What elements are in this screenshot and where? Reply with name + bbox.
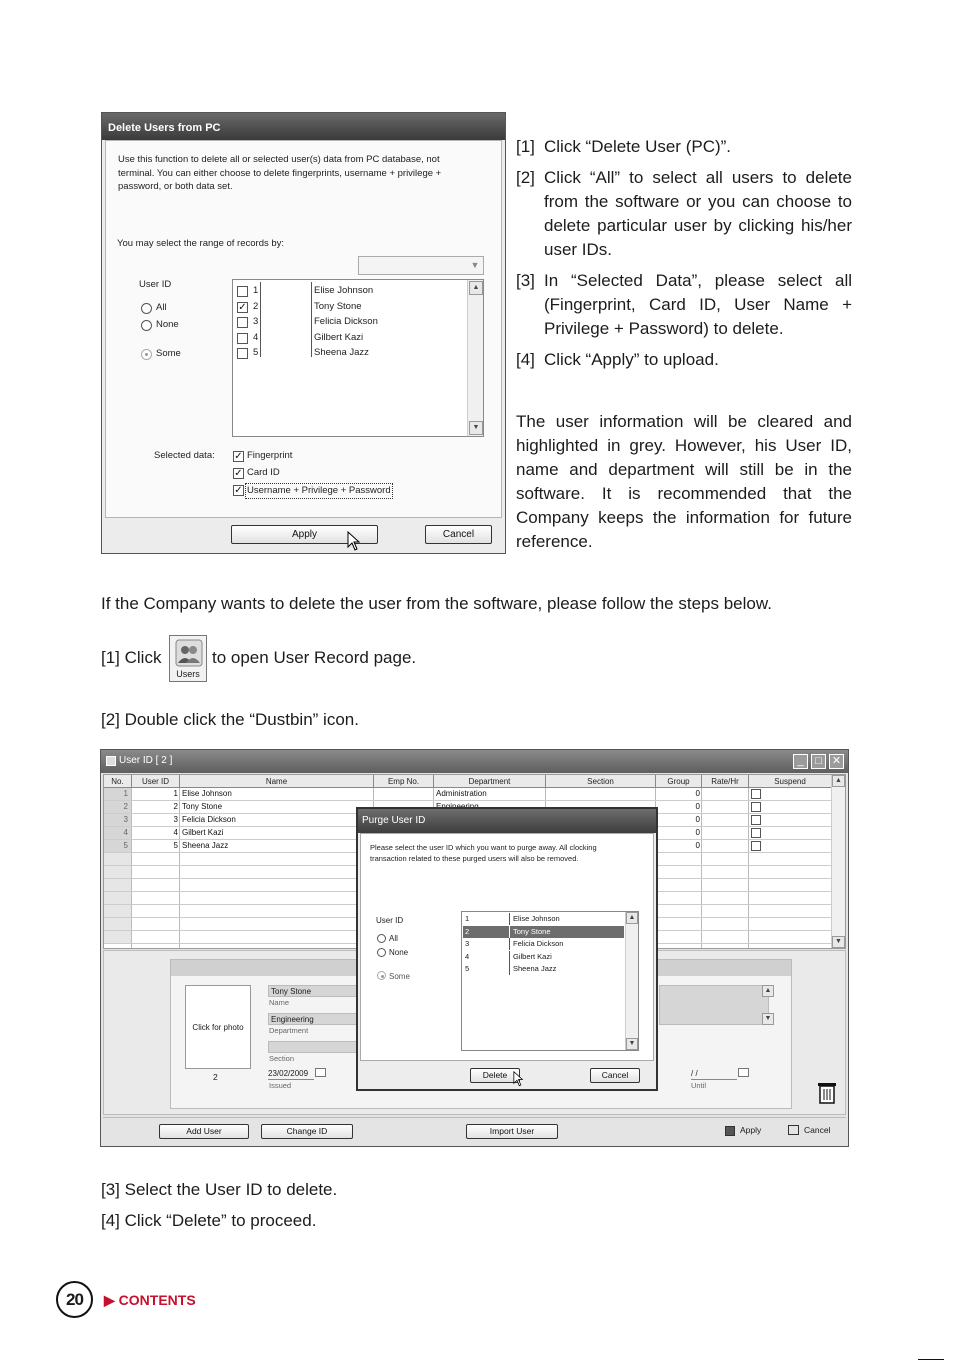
column-header[interactable]: User ID (132, 775, 180, 788)
scroll-down-icon[interactable]: ▼ (762, 1013, 774, 1025)
row-number: 3 (104, 814, 131, 826)
step-number: [4] (516, 350, 535, 369)
row-number (104, 918, 131, 930)
dustbin-icon[interactable] (817, 1081, 837, 1105)
user-name: Sheena Jazz (513, 964, 557, 973)
close-icon[interactable]: ✕ (829, 754, 844, 769)
dialog-body (105, 140, 502, 518)
suspend-checkbox[interactable] (751, 789, 761, 799)
userid-label: User ID (139, 279, 172, 290)
list-divider (509, 938, 510, 950)
radio-some-label: Some (156, 348, 181, 359)
scroll-up-icon[interactable]: ▲ (832, 775, 845, 787)
username-checkbox[interactable]: ✓ (234, 485, 243, 496)
note-paragraph: The user information will be cleared and highlighted in grey. However, his User ID, name and department will still be in the software. It is recommended that the Company keeps the information for future reference. (516, 412, 852, 551)
cell-name: Tony Stone (182, 802, 223, 811)
save-icon (725, 1126, 735, 1136)
cell-name: Gilbert Kazi (182, 828, 224, 837)
step-4 (516, 348, 852, 372)
purge-user-listbox[interactable] (461, 911, 639, 1051)
section-field[interactable] (268, 1041, 358, 1053)
step-3 (516, 269, 852, 341)
user-name: Sheena Jazz (314, 347, 369, 358)
column-header[interactable]: Group (656, 775, 702, 788)
radio-none-label: None (156, 319, 179, 330)
list-item[interactable] (463, 938, 624, 950)
selected-data-label: Selected data: (154, 450, 215, 461)
cursor-arrow-icon (347, 531, 361, 553)
list-item[interactable] (463, 951, 624, 963)
cell-group: 0 (695, 841, 700, 850)
cursor-arrow-icon (513, 1071, 524, 1088)
list-scrollbar[interactable] (467, 280, 483, 436)
cancel-button[interactable]: Cancel (425, 525, 492, 544)
user-record-window (100, 749, 849, 1147)
suspend-checkbox[interactable] (751, 802, 761, 812)
user-name: Elise Johnson (513, 914, 560, 923)
list-item[interactable] (463, 926, 624, 938)
column-header[interactable]: Rate/Hr (702, 775, 749, 788)
column-header[interactable]: Emp No. (374, 775, 434, 788)
users-icon-label: Users (176, 669, 200, 679)
scroll-down-icon[interactable]: ▼ (626, 1038, 638, 1050)
cell-user-id: 4 (173, 828, 178, 837)
user-checkbox[interactable] (237, 333, 248, 344)
column-header[interactable]: Department (434, 775, 546, 788)
user-id: 5 (465, 964, 470, 973)
cancel-button[interactable]: Cancel (804, 1125, 831, 1135)
window-titlebar (101, 750, 848, 773)
list-item[interactable] (233, 331, 463, 346)
issued-date-field[interactable]: 23/02/2009 (268, 1069, 314, 1080)
cell-department: Administration (436, 789, 487, 798)
purge-userid-label: User ID (376, 916, 404, 925)
list-divider (509, 913, 510, 925)
fingerprint-label: Fingerprint (247, 450, 293, 461)
scroll-down-icon[interactable]: ▼ (469, 421, 483, 435)
user-name: Elise Johnson (314, 285, 374, 296)
radio-all[interactable] (141, 303, 152, 314)
user-checkbox[interactable]: ✓ (238, 301, 247, 313)
window-app-icon (106, 756, 116, 766)
cell-user-id: 5 (173, 841, 178, 850)
cardid-label: Card ID (247, 467, 280, 478)
cell-name: Sheena Jazz (182, 841, 229, 850)
row-number: 1 (104, 788, 131, 800)
user-id: 3 (465, 939, 470, 948)
user-id: 3 (253, 316, 259, 327)
suspend-checkbox[interactable] (751, 815, 761, 825)
row-number: 5 (104, 840, 131, 852)
cell-group: 0 (695, 789, 700, 798)
step-text: Click “Apply” to upload. (544, 350, 719, 369)
window-title: User ID [ 2 ] (119, 755, 173, 766)
cardid-checkbox[interactable]: ✓ (234, 468, 243, 479)
maximize-icon[interactable]: □ (811, 754, 826, 769)
footer-rule (918, 1359, 944, 1360)
bottom-toolbar (103, 1117, 846, 1144)
column-header[interactable]: Suspend (749, 775, 832, 788)
step-number: [3] (516, 271, 535, 290)
change-id-button[interactable]: Change ID (261, 1124, 353, 1139)
username-label: Username + Privilege + Password (245, 483, 393, 499)
step-select-userid: [3] Select the User ID to delete. (101, 1180, 338, 1199)
section-label: Section (269, 1054, 295, 1063)
range-combo[interactable] (358, 256, 484, 275)
dialog-title: Delete Users from PC (102, 113, 505, 140)
department-field[interactable]: Engineering (268, 1013, 358, 1025)
row-number: 2 (104, 801, 131, 813)
cell-user-id: 3 (173, 815, 178, 824)
user-id: 1 (465, 914, 470, 923)
delete-users-dialog (101, 112, 506, 554)
list-item[interactable] (233, 284, 463, 299)
apply-button[interactable]: Apply (231, 525, 378, 544)
users-icon (175, 639, 203, 667)
row-number (104, 866, 131, 878)
cell-name: Elise Johnson (182, 789, 232, 798)
cancel-icon (788, 1125, 799, 1135)
chevron-down-icon: ▼ (470, 260, 480, 270)
minimize-icon[interactable]: _ (793, 754, 808, 769)
department-label: Department (269, 1026, 309, 1035)
delete-button[interactable]: Delete (470, 1068, 520, 1083)
import-user-button[interactable]: Import User (466, 1124, 558, 1139)
fingerprint-checkbox[interactable]: ✓ (234, 451, 243, 462)
user-id: 5 (253, 347, 259, 358)
purge-radio-all[interactable] (377, 934, 386, 943)
user-checkbox[interactable] (237, 348, 248, 359)
add-user-button[interactable]: Add User (159, 1124, 249, 1139)
user-name: Gilbert Kazi (314, 331, 364, 343)
step-number: [2] (516, 168, 535, 187)
page-number: 20 (56, 1281, 93, 1318)
list-divider (509, 951, 510, 963)
purge-scrollbar[interactable] (625, 912, 638, 1050)
scroll-down-icon[interactable]: ▼ (832, 936, 845, 948)
cell-group: 0 (695, 802, 700, 811)
user-name: Tony Stone (314, 300, 362, 312)
cell-name: Felicia Dickson (182, 815, 236, 824)
users-toolbar-button[interactable] (169, 635, 207, 682)
grid-scrollbar[interactable] (831, 775, 845, 948)
column-header[interactable]: No. (104, 775, 132, 788)
row-number: 4 (104, 827, 131, 839)
purge-radio-none[interactable] (377, 948, 386, 957)
notes-field[interactable] (659, 985, 769, 1025)
purge-radio-none-label: None (389, 948, 409, 957)
purge-radio-some-label: Some (389, 972, 410, 981)
step-text: In “Selected Data”, please select all (Fingerprint, Card ID, User Name + Privilege + Password) to delete. (544, 271, 852, 338)
purge-message: Please select the user ID which you want to purge away. All clocking transaction related to these purged users will also be removed. (370, 843, 597, 863)
row-number (104, 879, 131, 891)
intro-paragraph: If the Company wants to delete the user from the software, please follow the steps below. (101, 594, 772, 613)
list-divider (509, 963, 510, 975)
table-row[interactable] (104, 788, 846, 801)
row-number (104, 931, 131, 943)
suspend-checkbox[interactable] (751, 841, 761, 851)
until-date-field[interactable]: / / (691, 1069, 737, 1080)
purge-user-dialog (356, 807, 658, 1091)
user-listbox[interactable] (232, 279, 484, 437)
photo-box[interactable]: Click for photo (185, 985, 251, 1069)
dialog-intro: Use this function to delete all or selected user(s) data from PC database, not terminal. You can either choose to delete fingerprints, username + privilege + password, or both data set. (118, 154, 442, 192)
step-1 (516, 135, 852, 159)
purge-radio-all-label: All (389, 934, 398, 943)
step-click-delete: [4] Click “Delete” to proceed. (101, 1211, 317, 1230)
user-checkbox[interactable] (237, 286, 248, 297)
calendar-icon[interactable] (738, 1068, 749, 1077)
range-label: You may select the range of records by: (117, 238, 285, 249)
calendar-icon[interactable] (315, 1068, 326, 1077)
radio-none[interactable] (141, 320, 152, 331)
suspend-checkbox[interactable] (751, 828, 761, 838)
user-checkbox[interactable] (237, 317, 248, 328)
photo-number: 2 (213, 1072, 218, 1082)
step-text: Click “Delete User (PC)”. (544, 137, 732, 156)
scroll-up-icon[interactable]: ▲ (626, 912, 638, 924)
user-name: Felicia Dickson (513, 939, 564, 948)
step-2 (516, 166, 852, 262)
user-id: 2 (465, 926, 470, 936)
contents-link[interactable]: ▶ CONTENTS (104, 1292, 196, 1308)
radio-some[interactable] (141, 349, 152, 360)
user-id: 1 (253, 285, 259, 296)
purge-body (360, 833, 654, 1061)
user-id: 2 (253, 300, 259, 312)
purge-cancel-button[interactable]: Cancel (590, 1068, 640, 1083)
purge-title: Purge User ID (358, 809, 656, 833)
row-number (104, 905, 131, 917)
list-item[interactable] (233, 315, 463, 330)
issued-label: Issued (269, 1081, 292, 1090)
cell-user-id: 1 (173, 789, 178, 798)
cell-group: 0 (695, 815, 700, 824)
scroll-up-icon[interactable]: ▲ (762, 985, 774, 997)
step-text: Click “All” to select all users to delete from the software or you can choose to delete particular user by clicking his/her user IDs. (544, 168, 852, 259)
cell-user-id: 2 (173, 802, 178, 811)
name-field[interactable]: Tony Stone (268, 985, 358, 997)
list-item[interactable] (233, 300, 463, 315)
list-item[interactable] (233, 346, 463, 361)
until-label: Until (691, 1081, 707, 1090)
row-number (104, 892, 131, 904)
purge-radio-some[interactable] (377, 971, 386, 980)
user-id: 4 (253, 331, 259, 343)
user-name: Tony Stone (513, 926, 551, 936)
list-item[interactable] (463, 963, 624, 975)
user-id: 4 (465, 951, 470, 961)
list-item[interactable] (463, 913, 624, 925)
step-click-users-suffix: to open User Record page. (212, 648, 417, 667)
cell-group: 0 (695, 828, 700, 837)
list-divider (509, 926, 510, 938)
scroll-up-icon[interactable]: ▲ (469, 281, 483, 295)
name-label: Name (269, 998, 290, 1007)
user-name: Felicia Dickson (314, 316, 378, 327)
column-header[interactable]: Section (546, 775, 656, 788)
apply-button[interactable]: Apply (740, 1125, 762, 1135)
steps-list (516, 135, 852, 372)
step-click-users-prefix: [1] Click (101, 648, 162, 667)
radio-all-label: All (156, 302, 167, 313)
column-header[interactable]: Name (180, 775, 374, 788)
step-number: [1] (516, 137, 535, 156)
user-name: Gilbert Kazi (513, 951, 552, 961)
row-number (104, 853, 131, 865)
step-double-click: [2] Double click the “Dustbin” icon. (101, 710, 359, 729)
